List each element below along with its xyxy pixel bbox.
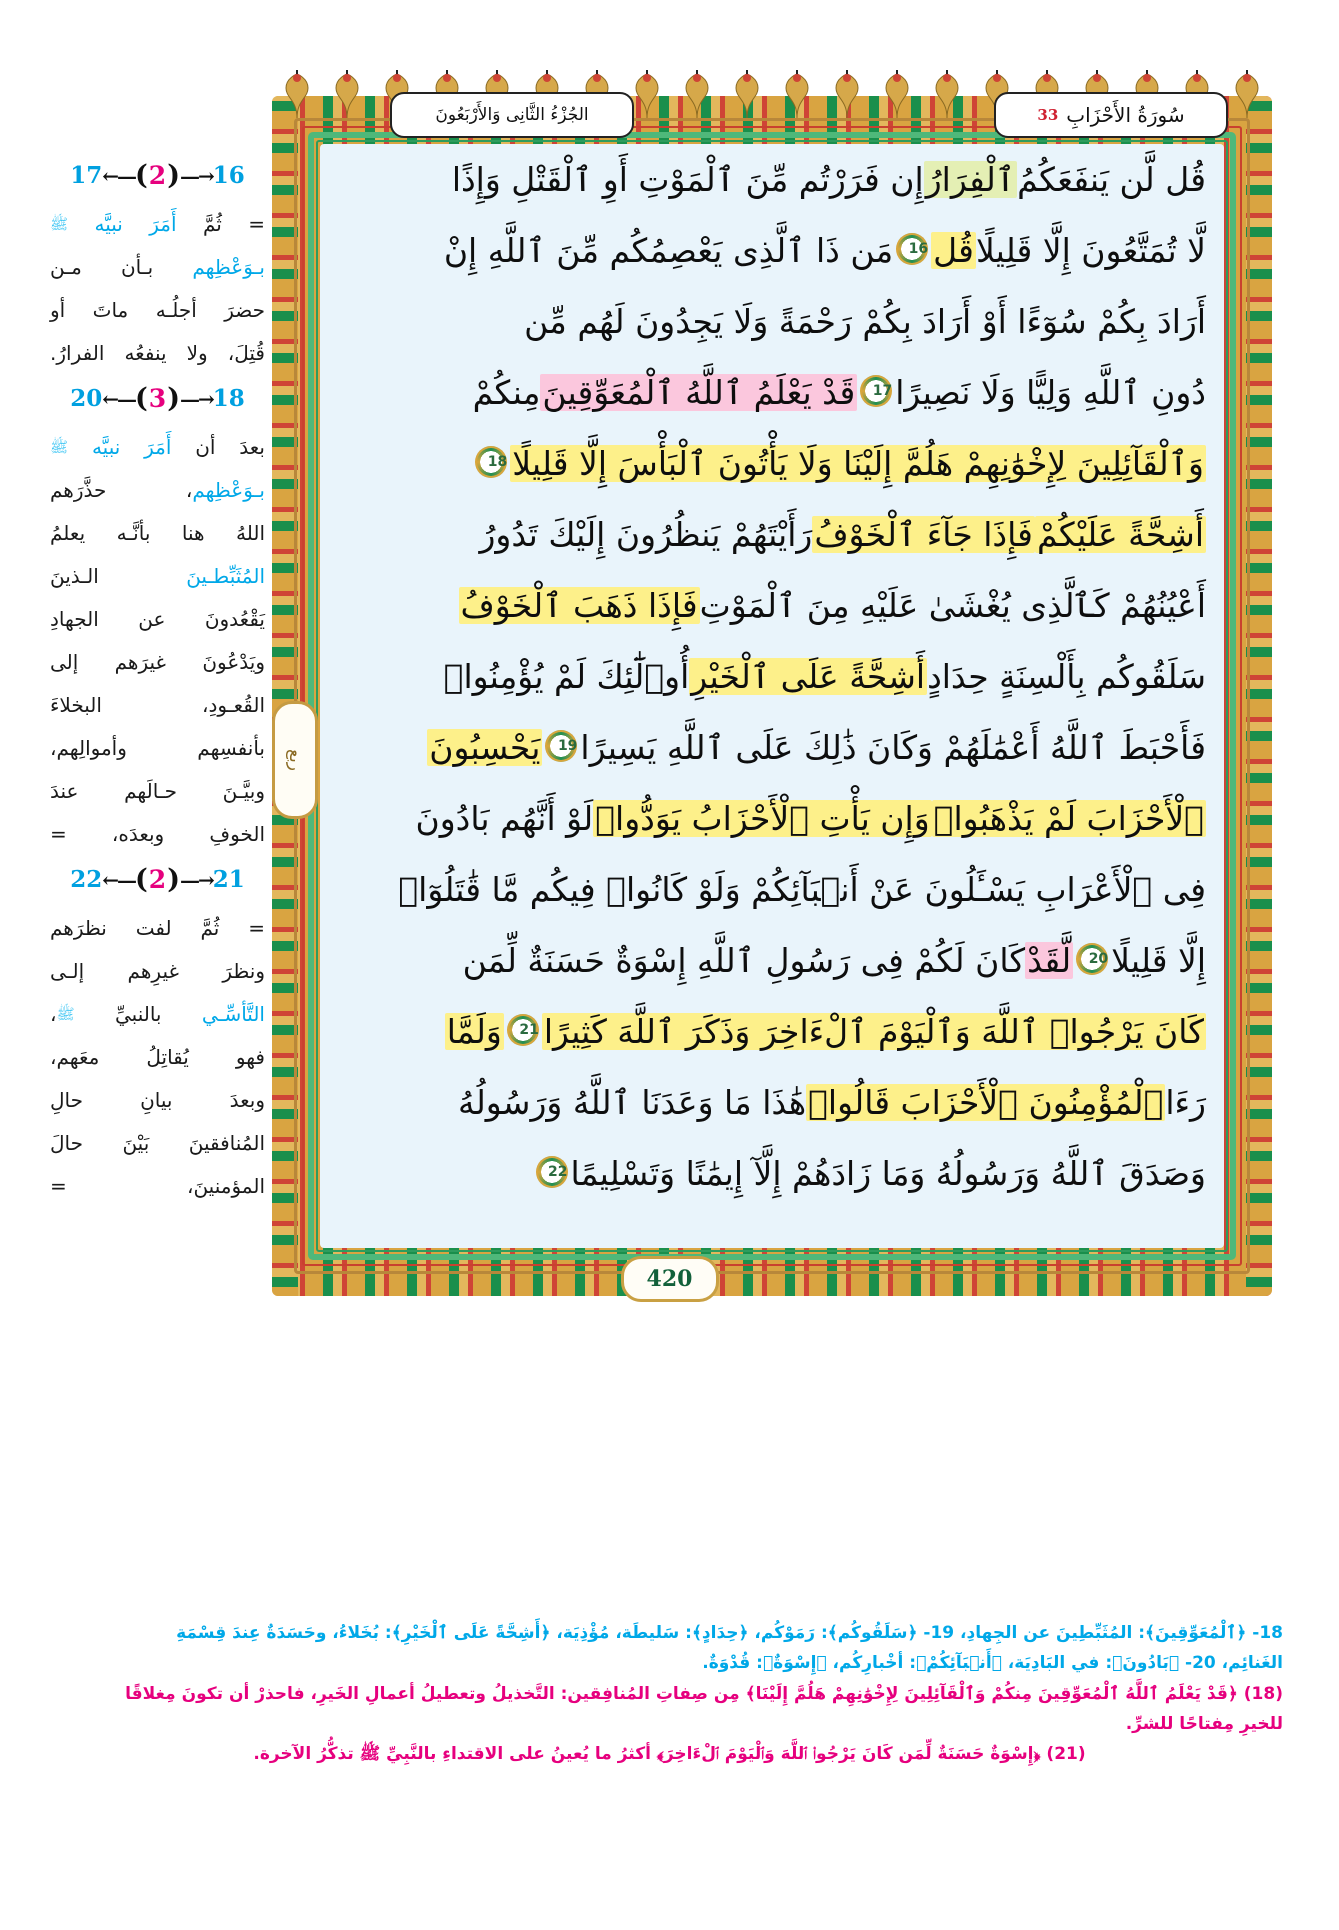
sallallahu-icon: ﷺ xyxy=(50,438,69,456)
tafsir-line: وبعدَ بيانِ حالِ xyxy=(50,1088,265,1112)
footnote-lexical: 18- ﴿ٱلْمُعَوِّقِينَ﴾: المُثَبِّطِينَ عن الجِهادِ، 19- ﴿سَلَقُوكُم﴾: رَمَوْكُم، ﴿حِدَادٍ﴾: سَليطَة، مُؤْذِيَة، ﴿أَشِحَّةً عَلَى ٱلْخَيْرِ﴾: بُخَلاءُ، وحَسَدَةٌ عِندَ قِسْمَةِ xyxy=(176,1623,1283,1643)
quran-phrase: سَلَقُوكُم بِأَلْسِنَةٍ حِدَادٍ xyxy=(927,657,1206,696)
tafsir-line: = ثُمَّ أَمَرَ نبيَّه ﷺ xyxy=(50,212,265,236)
quran-line xyxy=(320,925,1224,996)
tafsir-line: = ثُمَّ لفت نظرَهم xyxy=(50,916,265,940)
surah-number: 33 xyxy=(1037,106,1059,124)
tafsir-line: الخوفِ وبعدَه، = xyxy=(50,822,265,846)
quran-highlighted-phrase: وَلَمَّا xyxy=(446,1012,502,1051)
nav-close-paren: ) xyxy=(167,383,180,414)
quran-lines xyxy=(320,144,1224,1209)
quran-highlighted-phrase: ٱلْأَحْزَابَ لَمْ يَذْهَبُوا۟ xyxy=(933,799,1204,838)
quran-highlighted-phrase: فَإِذَا ذَهَبَ ٱلْخَوْفُ xyxy=(460,586,698,625)
quran-line xyxy=(320,1067,1224,1138)
footnotes-section xyxy=(56,1620,1283,1772)
nav-right-number[interactable]: 18 xyxy=(212,385,245,412)
quran-line xyxy=(320,712,1224,783)
nav-group-count: 2 xyxy=(148,161,167,190)
quran-phrase: مِنكُمْ xyxy=(472,373,541,412)
quran-phrase: هَٰذَا مَا وَعَدَنَا ٱللَّهُ وَرَسُولُهُ xyxy=(458,1083,807,1122)
quran-phrase: أُو۟لَٰٓئِكَ لَمْ يُؤْمِنُوا۟ xyxy=(443,657,690,696)
quran-line xyxy=(320,144,1224,215)
page-number: 420 xyxy=(646,1266,693,1292)
quran-phrase: أَعْيُنُهُمْ كَٱلَّذِى يُغْشَىٰ عَلَيْهِ مِنَ ٱلْمَوْتِ xyxy=(699,586,1206,625)
quran-line xyxy=(320,215,1224,286)
quran-phrase: إِلَّا قَلِيلًا xyxy=(1111,941,1206,980)
nav-left-number[interactable]: 22 xyxy=(70,866,103,893)
quran-highlighted-phrase: كَانَ يَرْجُوا۟ ٱللَّهَ وَٱلْيَوْمَ ٱلْءَاخِرَ وَذَكَرَ ٱللَّهَ كَثِيرًا xyxy=(543,1012,1204,1051)
nav-arrow-right-icon: —→ xyxy=(179,867,213,892)
quran-phrase: رَءَا xyxy=(1165,1083,1206,1122)
nav-group-count: 2 xyxy=(148,865,167,894)
sidebar-block xyxy=(50,383,265,854)
nav-close-paren: ) xyxy=(167,864,180,895)
tafsir-line: بأنفسِهم وأموالِهم، xyxy=(50,736,265,760)
footnote-guidance: للخيرِ مِفتاحًا للشرِّ. xyxy=(1125,1714,1283,1735)
quran-phrase: وَصَدَقَ ٱللَّهُ وَرَسُولُهُ وَمَا زَادَهُمْ إِلَّآ إِيمَٰنًا وَتَسْلِيمًا xyxy=(570,1154,1206,1193)
quran-line xyxy=(320,996,1224,1067)
quran-phrase: لَّا تُمَتَّعُونَ إِلَّا قَلِيلًا xyxy=(975,231,1206,270)
footnote-lexical: الغَنائِم، 20- ﴿بَادُونَ﴾: في البَادِيَة، ﴿أَنۢبَآئِكُمْ﴾: أخْبارِكُم، ﴿إِسْوَةٌ﴾: قُدْوَةٌ. xyxy=(702,1653,1283,1674)
quran-highlighted-phrase: قُل xyxy=(933,231,974,270)
ayah-number-marker[interactable]: 18 xyxy=(475,446,507,478)
nav-group-count: 3 xyxy=(148,384,167,413)
ayah-number-marker[interactable]: 21 xyxy=(507,1014,539,1046)
nav-right-number[interactable]: 16 xyxy=(212,162,245,189)
tafsir-line: ونظرَ غيرِهم إلـى xyxy=(50,959,265,983)
ayah-number-marker[interactable]: 17 xyxy=(860,375,892,407)
rub-label: ربع xyxy=(272,701,318,819)
quran-line xyxy=(320,641,1224,712)
quran-line xyxy=(320,854,1224,925)
ayah-number-marker[interactable]: 19 xyxy=(545,730,577,762)
page-number-badge xyxy=(621,1256,719,1302)
tafsir-line: فهو يُقاتِلُ معَهم، xyxy=(50,1045,265,1069)
tafsir-line: اللهُ هنا بأنَّـه يعلمُ xyxy=(50,521,265,545)
ayah-number-marker[interactable]: 16 xyxy=(896,233,928,265)
nav-open-paren: ( xyxy=(135,383,148,414)
quran-line xyxy=(320,499,1224,570)
quran-line xyxy=(320,357,1224,428)
quran-highlighted-phrase: أَشِحَّةً عَلَيْكُمْ xyxy=(1036,515,1204,554)
nav-arrow-left-icon: ←— xyxy=(102,867,136,892)
quran-phrase: قُل لَّن يَنفَعَكُمُ xyxy=(1017,160,1206,199)
quran-phrase: إِن فَرَرْتُم مِّنَ ٱلْمَوْتِ أَوِ ٱلْقَتْلِ وَإِذًا xyxy=(451,160,924,199)
quran-text-panel xyxy=(320,144,1224,1248)
quran-phrase: دُونِ ٱللَّهِ وَلِيًّا وَلَا نَصِيرًا xyxy=(895,373,1206,412)
verse-range-nav[interactable] xyxy=(50,864,265,895)
quran-line xyxy=(320,286,1224,357)
quran-phrase: رَأَيْتَهُمْ يَنظُرُونَ إِلَيْكَ تَدُورُ xyxy=(479,515,813,554)
quran-highlighted-phrase: لَّقَدْ xyxy=(1027,941,1072,980)
tafsir-line: التَّأسِّـي بالنبيِّ ﷺ، xyxy=(50,1002,265,1026)
tafsir-line: يَقْعُدونَ عن الجهادِ xyxy=(50,607,265,631)
tafsir-line: ويَدْعُونَ غيرَهم إلى xyxy=(50,650,265,674)
tafsir-line: بـوَعْظِهم، حذَّرَهم xyxy=(50,478,265,502)
nav-arrow-right-icon: —→ xyxy=(179,386,213,411)
tafsir-line: المُنافقينَ بَيْنَ حالَ xyxy=(50,1131,265,1155)
quran-phrase: مَن ذَا ٱلَّذِى يَعْصِمُكُم مِّنَ ٱللَّهِ إِنْ xyxy=(443,231,894,270)
verse-range-nav[interactable] xyxy=(50,160,265,191)
quran-highlighted-phrase: ٱلْفِرَارُ xyxy=(925,160,1016,199)
quran-highlighted-phrase: قَدْ يَعْلَمُ ٱللَّهُ ٱلْمُعَوِّقِينَ xyxy=(542,373,856,412)
nav-left-number[interactable]: 20 xyxy=(70,385,103,412)
quran-line xyxy=(320,783,1224,854)
surah-title: سُورَةُ الأَحْزَابِ xyxy=(1066,103,1185,127)
quran-phrase: كَانَ لَكُمْ فِى رَسُولِ ٱللَّهِ إِسْوَةٌ حَسَنَةٌ لِّمَن xyxy=(462,941,1026,980)
nav-arrow-right-icon: —→ xyxy=(179,163,213,188)
nav-left-number[interactable]: 17 xyxy=(70,162,103,189)
tafsir-line: وبيَّـنَ حـالَهم عندَ xyxy=(50,779,265,803)
sallallahu-icon: ﷺ xyxy=(56,1005,75,1023)
juz-label: الجُزْءُ الثَّانِى وَالأَرْبَعُونَ xyxy=(435,105,589,125)
quran-highlighted-phrase: فَإِذَا جَآءَ ٱلْخَوْفُ xyxy=(814,515,1033,554)
nav-close-paren: ) xyxy=(167,160,180,191)
tafsir-line: المُثَبِّطـينَ الـذينَ xyxy=(50,564,265,588)
sidebar-block xyxy=(50,160,265,373)
rub-el-hizb-marker xyxy=(272,700,318,820)
tafsir-line: حضرَ أجلُـه ماتَ أو xyxy=(50,298,265,322)
verse-range-nav[interactable] xyxy=(50,383,265,414)
tafsir-line: القُعـودِ، البخلاءَ xyxy=(50,693,265,717)
nav-arrow-left-icon: ←— xyxy=(102,386,136,411)
quran-highlighted-phrase: وَإِن يَأْتِ ٱلْأَحْزَابُ يَوَدُّوا۟ xyxy=(595,799,930,838)
quran-highlighted-phrase: يَحْسِبُونَ xyxy=(429,728,541,767)
sidebar-block xyxy=(50,864,265,1206)
juz-cartouche xyxy=(390,92,634,138)
ayah-number-marker[interactable]: 22 xyxy=(536,1156,568,1188)
quran-line xyxy=(320,1138,1224,1209)
tafsir-line: بعدَ أن أَمَرَ نبيَّه ﷺ xyxy=(50,435,265,459)
quran-phrase: لَوْ أَنَّهُم بَادُونَ xyxy=(415,799,594,838)
nav-open-paren: ( xyxy=(135,160,148,191)
tafsir-sidebar xyxy=(50,150,265,1290)
quran-phrase: فَأَحْبَطَ ٱللَّهُ أَعْمَٰلَهُمْ وَكَانَ ذَٰلِكَ عَلَى ٱللَّهِ يَسِيرًا xyxy=(580,728,1206,767)
surah-title-cartouche xyxy=(994,92,1228,138)
footnote-guidance: (18) ﴿قَدْ يَعْلَمُ ٱللَّهُ ٱلْمُعَوِّقِينَ مِنكُمْ وَٱلْقَآئِلِينَ لِإِخْوَٰنِهِمْ هَلُمَّ إِلَيْنَا﴾ مِن صِفاتِ المُنافِقين: التَّخذيلُ وتعطيلُ أعمالِ الخَيرِ، فاحذرْ أن تكونَ مِغلاقًا xyxy=(125,1683,1283,1704)
tafsir-line: بـوَعْظِهم بـأن مـن xyxy=(50,255,265,279)
ayah-number-marker[interactable]: 20 xyxy=(1076,943,1108,975)
quran-phrase: أَرَادَ بِكُمْ سُوٓءًا أَوْ أَرَادَ بِكُمْ رَحْمَةً وَلَا يَجِدُونَ لَهُم مِّن xyxy=(524,302,1206,341)
sallallahu-icon: ﷺ xyxy=(50,215,69,233)
tafsir-line: قُتِلَ، ولا ينفعُه الفرارُ. xyxy=(50,341,265,365)
quran-highlighted-phrase: وَٱلْقَآئِلِينَ لِإِخْوَٰنِهِمْ هَلُمَّ إِلَيْنَا وَلَا يَأْتُونَ ٱلْبَأْسَ إِلَّا قَلِيلًا xyxy=(512,444,1204,483)
quran-line xyxy=(320,428,1224,499)
nav-open-paren: ( xyxy=(135,864,148,895)
footnote-guidance: (21) ﴿إِسْوَةٌ حَسَنَةٌ لِّمَن كَانَ يَرْجُوا۟ ٱللَّهَ وَٱلْيَوْمَ ٱلْءَاخِرَ﴾ أكثرُ ما يُعينُ على الاقتداءِ بالنَّبِيِّ ﷺ تذكُّرُ الآخرة. xyxy=(253,1744,1086,1765)
quran-phrase: فِى ٱلْأَعْرَابِ يَسْـَٔلُونَ عَنْ أَنۢبَآئِكُمْ وَلَوْ كَانُوا۟ فِيكُم مَّا قَٰتَلُوٓا۟ xyxy=(398,870,1206,909)
quran-highlighted-phrase: ٱلْمُؤْمِنُونَ ٱلْأَحْزَابَ قَالُوا۟ xyxy=(808,1083,1164,1122)
tafsir-line: المؤمنينَ، = xyxy=(50,1174,265,1198)
nav-arrow-left-icon: ←— xyxy=(102,163,136,188)
quran-line xyxy=(320,570,1224,641)
quran-highlighted-phrase: أَشِحَّةً عَلَى ٱلْخَيْرِ xyxy=(691,657,926,696)
nav-right-number[interactable]: 21 xyxy=(212,866,245,893)
